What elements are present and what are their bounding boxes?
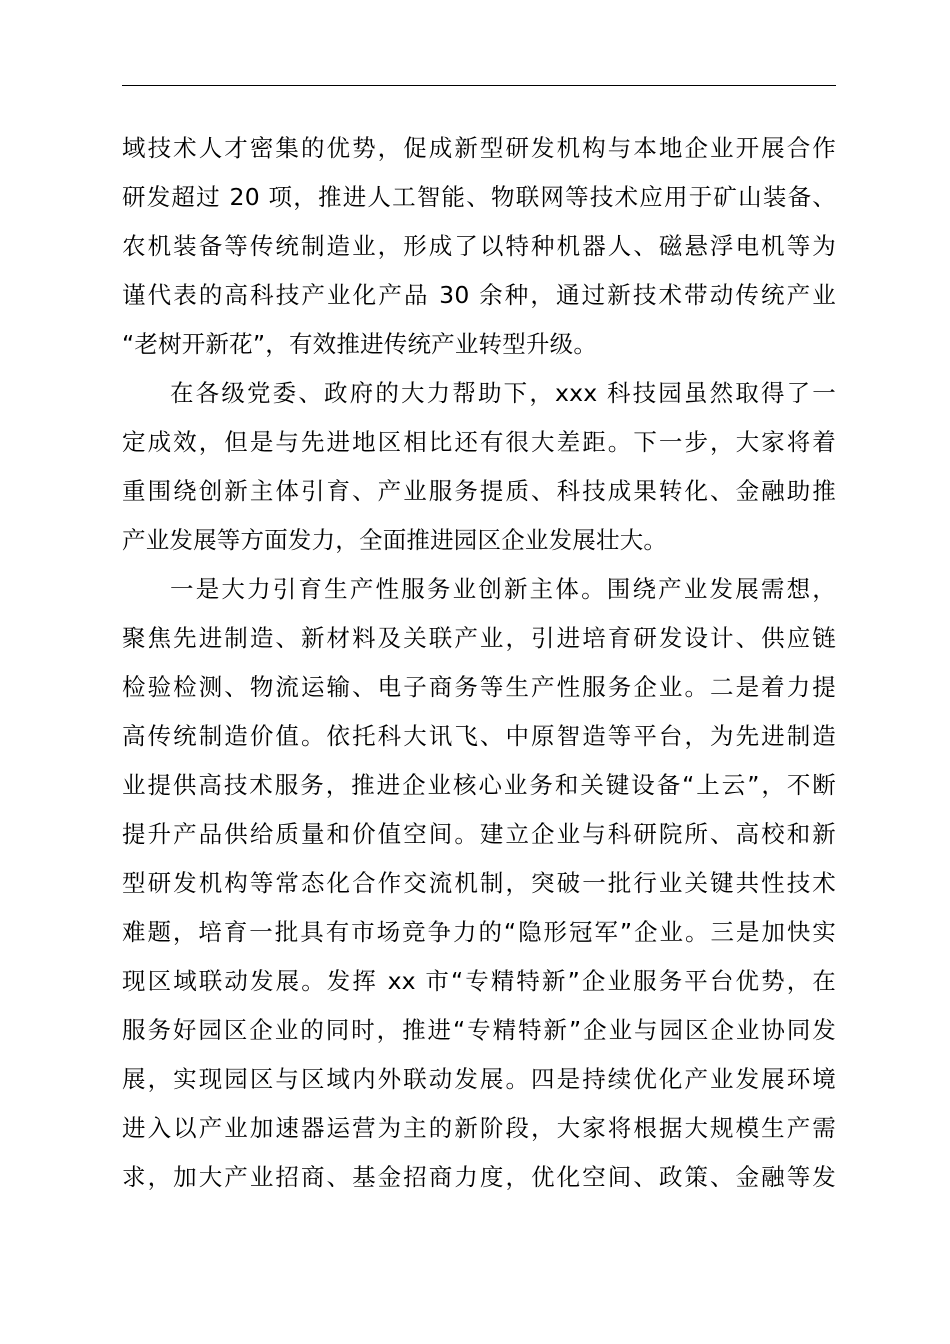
paragraph-3-line-6: 提升产品供给质量和价值空间。建立企业与科研院所、高校和新	[122, 820, 836, 848]
paragraph-3-line-11: 展，实现园区与区域内外联动发展。四是持续优化产业发展环境	[122, 1065, 836, 1093]
paragraph-3-line-7: 型研发机构等常态化合作交流机制，突破一批行业关键共性技术	[122, 869, 836, 897]
paragraph-3-line-9: 现区域联动发展。发挥 xx 市“专精特新”企业服务平台优势，在	[122, 967, 836, 995]
header-rule	[122, 85, 836, 86]
paragraph-2-line-1: 在各级党委、政府的大力帮助下，xxx 科技园虽然取得了一	[170, 379, 836, 407]
paragraph-1-line-4: 谨代表的高科技产业化产品 30 余种，通过新技术带动传统产业	[122, 281, 836, 309]
paragraph-3-line-8: 难题，培育一批具有市场竞争力的“隐形冠军”企业。三是加快实	[122, 918, 836, 946]
paragraph-2-line-3: 重围绕创新主体引育、产业服务提质、科技成果转化、金融助推	[122, 477, 836, 505]
paragraph-1-line-3: 农机装备等传统制造业，形成了以特种机器人、磁悬浮电机等为	[122, 232, 836, 260]
paragraph-1-line-5: “老树开新花”，有效推进传统产业转型升级。	[122, 330, 598, 358]
paragraph-3-line-5: 业提供高技术服务，推进企业核心业务和关键设备“上云”，不断	[122, 771, 836, 799]
paragraph-3-line-3: 检验检测、物流运输、电子商务等生产性服务企业。二是着力提	[122, 673, 836, 701]
body-text	[122, 124, 836, 1202]
paragraph-1-line-1: 域技术人才密集的优势，促成新型研发机构与本地企业开展合作	[122, 134, 836, 162]
paragraph-3-line-2: 聚焦先进制造、新材料及关联产业，引进培育研发设计、供应链	[122, 624, 836, 652]
paragraph-1-line-2: 研发超过 20 项，推进人工智能、物联网等技术应用于矿山装备、	[122, 183, 836, 211]
paragraph-3-line-13: 求，加大产业招商、基金招商力度，优化空间、政策、金融等发	[122, 1163, 836, 1191]
paragraph-2-line-2: 定成效，但是与先进地区相比还有很大差距。下一步，大家将着	[122, 428, 836, 456]
paragraph-3-line-1: 一是大力引育生产性服务业创新主体。围绕产业发展需想，	[170, 575, 836, 603]
paragraph-3-line-12: 进入以产业加速器运营为主的新阶段，大家将根据大规模生产需	[122, 1114, 836, 1142]
paragraph-2-line-4: 产业发展等方面发力，全面推进园区企业发展壮大。	[122, 526, 668, 554]
paragraph-3-line-10: 服务好园区企业的同时，推进“专精特新”企业与园区企业协同发	[122, 1016, 836, 1044]
paragraph-3-line-4: 高传统制造价值。依托科大讯飞、中原智造等平台，为先进制造	[122, 722, 836, 750]
